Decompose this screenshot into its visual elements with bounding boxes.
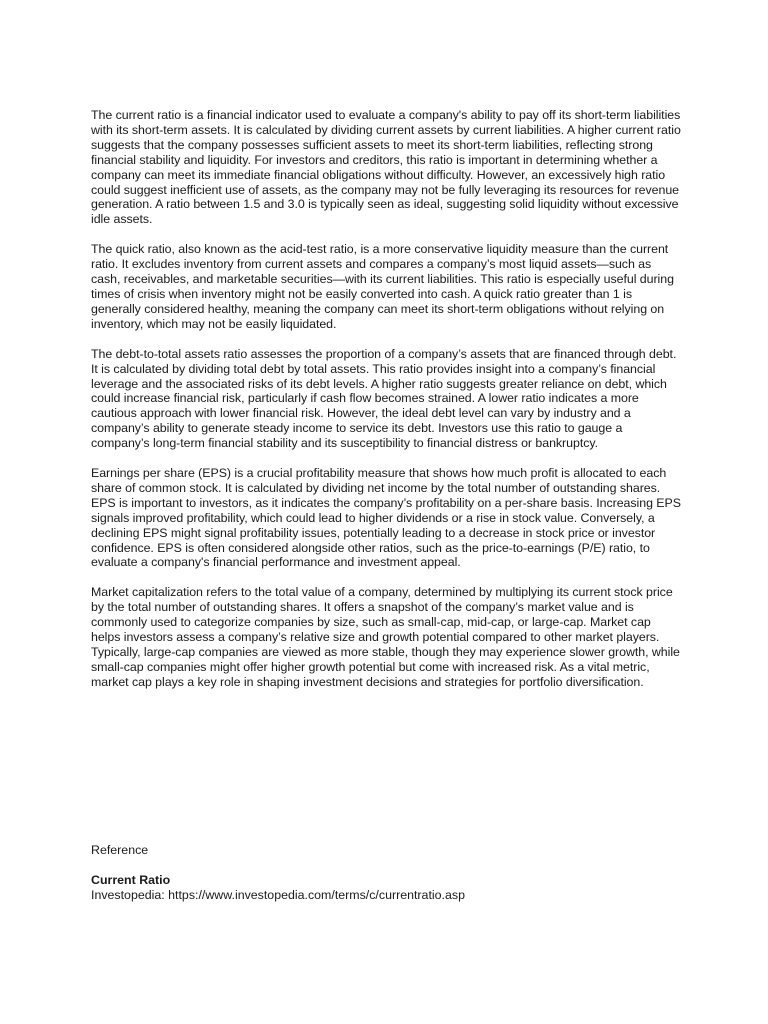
reference-section [91,843,681,903]
reference-title: Current Ratio [91,872,171,887]
paragraph-eps: Earnings per share (EPS) is a crucial profitability measure that shows how much profit is allocated to each share of common stock. It is calculated by dividing net income by the total number of outstanding shares. EPS is important to investors, as it indicates the company’s profitability on a per-share basis. Increasing EPS signals improved profitability, which could lead to higher dividends or a rise in stock value. Conversely, a declining EPS might signal profitability issues, potentially leading to a decrease in stock price or investor confidence. EPS is often considered alongside other ratios, such as the price-to-earnings (P/E) ratio, to evaluate a company's financial performance and investment appeal. [91,466,681,570]
paragraph-current-ratio: The current ratio is a financial indicator used to evaluate a company's ability to pay off its short-term liabilities with its short-term assets. It is calculated by dividing current assets by current liabilities. A higher current ratio suggests that the company possesses sufficient assets to meet its short-term liabilities, reflecting strong financial stability and liquidity. For investors and creditors, this ratio is important in determining whether a company can meet its immediate financial obligations without difficulty. However, an excessively high ratio could suggest inefficient use of assets, as the company may not be fully leveraging its resources for revenue generation. A ratio between 1.5 and 3.0 is typically seen as ideal, suggesting solid liquidity without excessive idle assets. [91,108,681,227]
document-body [91,108,681,705]
reference-source: Investopedia: https://www.investopedia.com/terms/c/currentratio.asp [91,887,465,902]
paragraph-market-cap: Market capitalization refers to the total value of a company, determined by multiplying its current stock price by the total number of outstanding shares. It offers a snapshot of the company’s market value and is commonly used to categorize companies by size, such as small-cap, mid-cap, or large-cap. Market cap helps investors assess a company’s relative size and growth potential compared to other market players. Typically, large-cap companies are viewed as more stable, though they may experience slower growth, while small-cap companies might offer higher growth potential but come with increased risk. As a vital metric, market cap plays a key role in shaping investment decisions and strategies for portfolio diversification. [91,585,680,689]
reference-heading: Reference [91,843,149,857]
paragraph-debt-to-assets: The debt-to-total assets ratio assesses the proportion of a company’s assets that are financed through debt. It is calculated by dividing total debt by total assets. This ratio provides insight into a company’s financial leverage and the associated risks of its debt levels. A higher ratio suggests greater reliance on debt, which could increase financial risk, particularly if cash flow becomes strained. A lower ratio indicates a more cautious approach with lower financial risk. However, the ideal debt level can vary by industry and a company’s ability to generate steady income to service its debt. Investors use this ratio to gauge a company’s long-term financial stability and its susceptibility to financial distress or bankruptcy. [91,346,677,451]
paragraph-quick-ratio: The quick ratio, also known as the acid-test ratio, is a more conservative liquidity measure than the current ratio. It excludes inventory from current assets and compares a company’s most liquid assets—such as cash, receivables, and marketable securities—with its current liabilities. This ratio is especially useful during times of crisis when inventory might not be easily converted into cash. A quick ratio greater than 1 is generally considered healthy, meaning the company can meet its short-term obligations without relying on inventory, which may not be easily liquidated. [91,242,674,331]
